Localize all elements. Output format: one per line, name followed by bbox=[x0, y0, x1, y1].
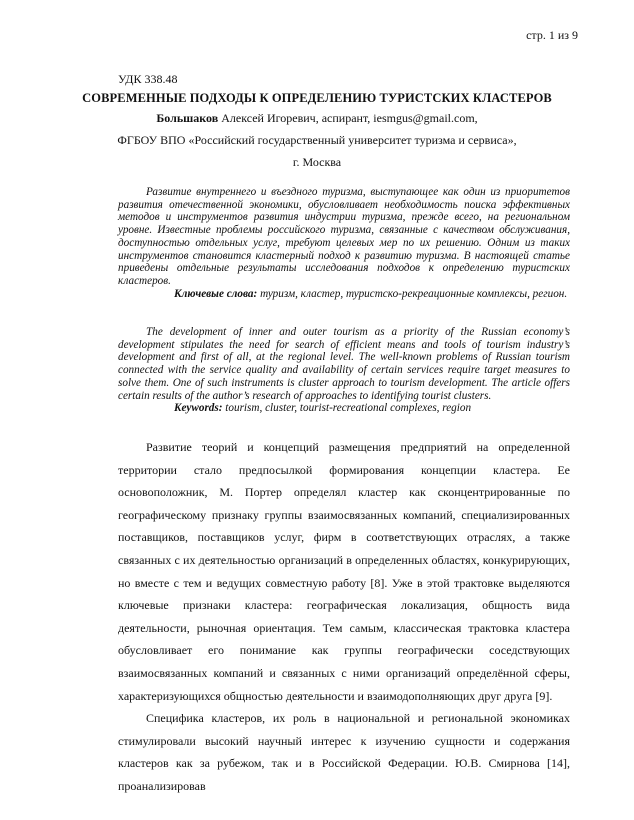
udk-code: УДК 338.48 bbox=[118, 72, 178, 86]
keywords-english-label: Keywords: bbox=[174, 402, 223, 415]
city: г. Москва bbox=[292, 155, 342, 169]
keywords-english-list: tourism, cluster, tourist-recreational complexes, region bbox=[222, 402, 472, 415]
body-paragraph-2: Специфика кластеров, их роль в национальной и региональной экономиках стимулировали высокий научный интерес к изучению сущности и содержания кластеров как за рубежом, так и в Российской Федерации. Ю.В. Смирнова [14], проанализировав bbox=[118, 711, 570, 793]
abstract-russian-text: Развитие внутреннего и въездного туризма, выступающее как один из приоритетов развития отечественной экономики, обусловливает необходимость поиска эффективных методов и инструментов развития индустрии туризма, прежде всего, на региональном уровне. Известные проблемы российского туризма, связанные с качеством обслуживания, доступностью отдельных услуг, требуют целевых мер по их решению. Одним из таких инструментов становится кластерный подход к развитию туризма. В настоящей статье приведены отдельные результаты исследования подходов к определению туристских кластеров. bbox=[118, 186, 570, 287]
abstract-english-text: The development of inner and outer tourism as a priority of the Russian economy’s development stipulates the need for search of efficient means and tools of tourism industry’s development and first of all, at the regional level. The well-known problems of Russian tourism connected with the service quality and availability of certain services require target measures to solve them. One of such instruments is cluster approach to tourism development. The article offers certain results of the author’s research of approaches to identifying tourist clusters. bbox=[118, 326, 570, 402]
author-details: Алексей Игоревич, аспирант, iesmgus@gmail.com, bbox=[218, 111, 478, 125]
organization: ФГБОУ ВПО «Российский государственный университет туризма и сервиса», bbox=[117, 133, 517, 147]
page-indicator: стр. 1 из 9 bbox=[526, 28, 578, 42]
keywords-english bbox=[118, 402, 570, 415]
author-line bbox=[0, 111, 634, 126]
abstract-english bbox=[118, 326, 570, 415]
author-surname: Большаков bbox=[156, 111, 219, 125]
body-paragraph-1: Развитие теорий и концепций размещения предприятий на определенной территории стало предпосылкой формирования концепции кластера. Ее основоположник, М. Портер определял кластер как сконцентрированные по географическому признаку группы взаимосвязанных компаний, специализированных поставщиков, поставщиков услуг, фирм в соответствующих отраслях, а также связанных с их деятельностью организаций в определенных областях, конкурирующих, но вместе с тем и ведущих совместную работу [8]. Уже в этой трактовке выделяются ключевые признаки кластера: географическая локализация, общность вида деятельности, рыночная ориентация. Тем самым, классическая трактовка кластера обусловливает его понимание как группы географически соседствующих взаимосвязанных компаний и связанных с ними организаций определённой сферы, характеризующихся общностью деятельности и взаимодополняющих друг друга [9]. bbox=[118, 440, 570, 703]
abstract-russian bbox=[118, 186, 570, 300]
keywords-russian bbox=[118, 288, 570, 301]
body-text bbox=[118, 436, 570, 798]
article-title: СОВРЕМЕННЫЕ ПОДХОДЫ К ОПРЕДЕЛЕНИЮ ТУРИСТСКИХ КЛАСТЕРОВ bbox=[82, 91, 552, 105]
keywords-russian-list: туризм, кластер, туристско-рекреационные комплексы, регион. bbox=[257, 287, 568, 300]
keywords-russian-label: Ключевые слова: bbox=[174, 287, 258, 300]
